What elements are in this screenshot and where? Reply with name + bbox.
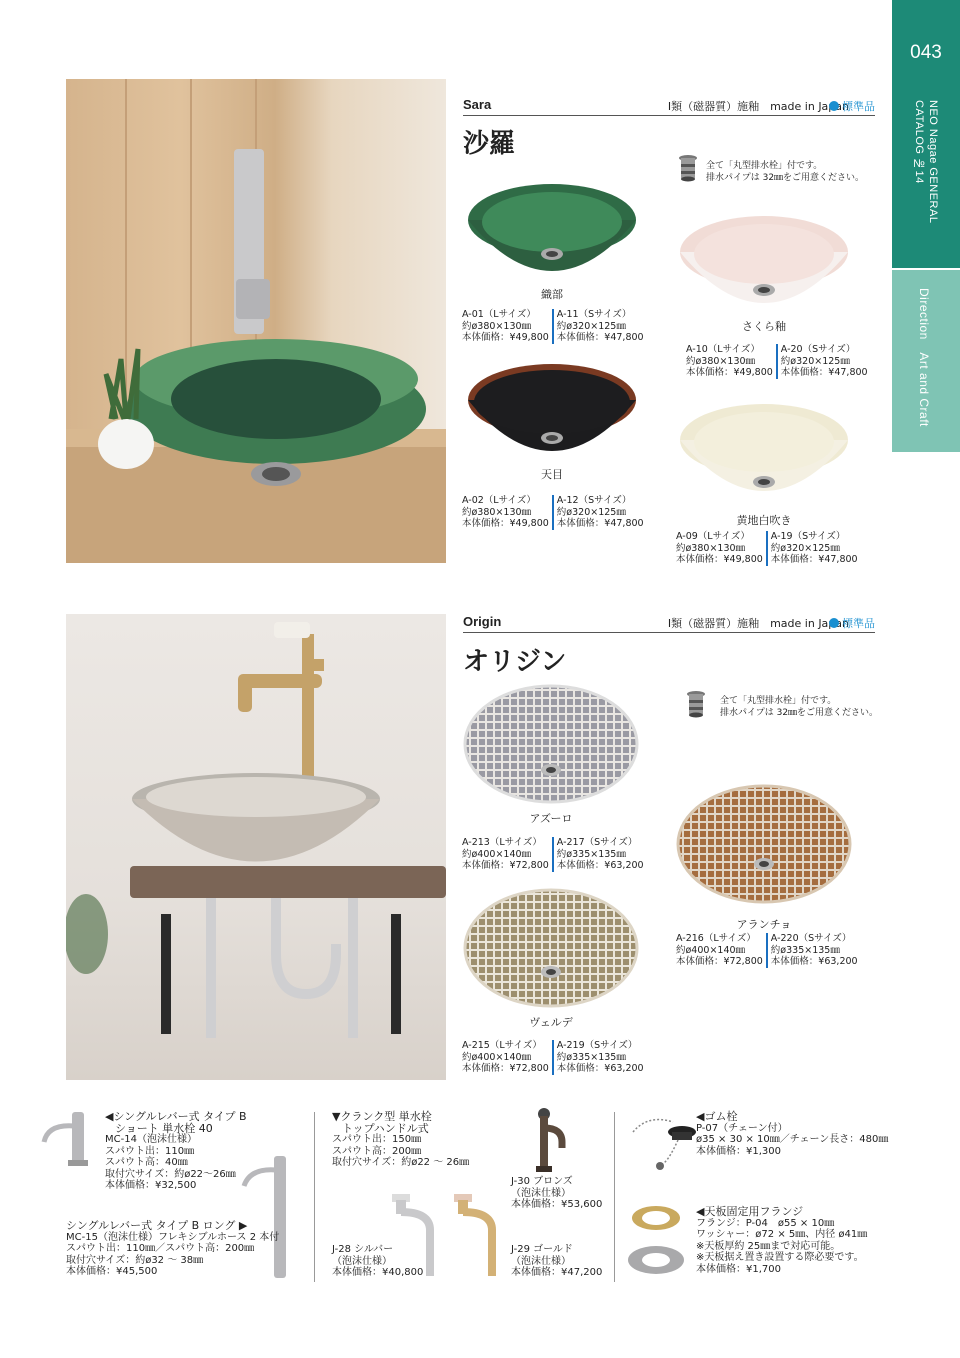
- spec-price-s: 本体価格：¥47,800: [780, 367, 868, 378]
- drain-plug-icon: [678, 154, 698, 182]
- drain-plug-icon: [686, 690, 706, 718]
- product-code: P-07（チェーン付）: [696, 1122, 788, 1134]
- spec-line: MC-14（泡沫仕様）: [105, 1134, 197, 1145]
- product-name: 織部: [541, 288, 563, 301]
- sara-scene-photo: [66, 79, 446, 563]
- spec-line: 取付穴サイズ：約ø22～26㎜: [105, 1168, 236, 1180]
- drain-note: [706, 160, 864, 184]
- drain-note-line: 全て「丸型排水栓」付です。: [720, 696, 837, 706]
- product-name: 黄地白吹き: [736, 514, 792, 527]
- spec-size-l: 約ø380×130㎜: [676, 542, 746, 554]
- spec-code-s: A-12（Sサイズ）: [556, 495, 632, 506]
- spec-line: スパウト高：40㎜: [105, 1157, 188, 1168]
- faucet-long-info: [66, 1220, 279, 1278]
- product-name: ヴェルデ: [529, 1016, 573, 1029]
- spec-size-s: 約ø335×135㎜: [770, 944, 840, 956]
- bowl-image: [466, 182, 638, 282]
- product-spec: [462, 1040, 647, 1075]
- product-name: 天目: [541, 468, 563, 481]
- spec-size-s: 約ø320×125㎜: [556, 506, 626, 518]
- bowl-image: [678, 402, 850, 508]
- spec-code-s: A-20（Sサイズ）: [780, 344, 856, 355]
- spec-price: 本体価格：¥1,300: [696, 1145, 781, 1157]
- product-sakura: [678, 214, 850, 334]
- series-name: Sara: [463, 97, 492, 112]
- spec-price: 本体価格：¥1,700: [696, 1263, 781, 1275]
- spec-price: 本体価格：¥53,600: [511, 1199, 603, 1210]
- bowl-image: [678, 214, 850, 314]
- standard-badge: 標準品: [829, 98, 875, 114]
- product-spec: [462, 309, 647, 344]
- faucet-bronze-image: [530, 1108, 570, 1182]
- spec-line: スパウト出：110㎜: [105, 1145, 195, 1157]
- series-name: Origin: [463, 614, 502, 629]
- spec-price: 本体価格：¥45,500: [66, 1266, 158, 1277]
- crank-title: ▼クランク型 単水栓: [332, 1110, 432, 1123]
- spec-price-l: 本体価格：¥72,800: [676, 956, 763, 967]
- rubber-plug-info: [696, 1111, 888, 1157]
- spec-code-l: A-09（Lサイズ）: [676, 531, 750, 542]
- spec-line: （泡沫仕様）: [332, 1255, 392, 1267]
- bowl-image: [462, 886, 640, 1016]
- spec-size-s: 約ø335×135㎜: [556, 1051, 626, 1063]
- bowl-image: [675, 782, 853, 912]
- faucet-short-info: [105, 1111, 247, 1192]
- origin-scene-illustration: [66, 614, 446, 1080]
- spec-price-l: 本体価格：¥49,800: [462, 332, 549, 343]
- spec-code-l: A-216（Lサイズ）: [676, 933, 756, 944]
- product-spec: [686, 344, 871, 379]
- flange-info: [696, 1206, 867, 1275]
- spec-price-l: 本体価格：¥49,800: [676, 554, 763, 565]
- faucet-short-title: ◀シングルレバー式 タイプ B: [105, 1110, 247, 1123]
- spec-price-l: 本体価格：¥72,800: [462, 1063, 549, 1074]
- page-tab: [892, 0, 960, 268]
- product-spec: [676, 933, 861, 968]
- spec-size-l: 約ø400×140㎜: [462, 1051, 532, 1063]
- spec-price-s: 本体価格：¥47,800: [556, 518, 644, 529]
- series-title-jp: 沙羅: [463, 129, 516, 159]
- spec-size-l: 約ø400×140㎜: [462, 848, 532, 860]
- faucet-gold-info: [511, 1244, 602, 1279]
- faucet-short-image: [38, 1108, 98, 1172]
- spec-price: 本体価格：¥47,200: [511, 1267, 603, 1278]
- spec-code-s: A-220（Sサイズ）: [770, 933, 852, 944]
- spec-line: （泡沫仕様）: [511, 1255, 571, 1267]
- series-title-jp: オリジン: [463, 647, 567, 677]
- crank-subtitle: トップハンドル式: [342, 1121, 429, 1135]
- spec-price-l: 本体価格：¥49,800: [686, 367, 773, 378]
- spec-line: 取付穴サイズ：約ø22 ～ 26㎜: [332, 1157, 470, 1168]
- product-oribe: [466, 182, 638, 302]
- bowl-image: [466, 362, 638, 462]
- spec-price-l: 本体価格：¥72,800: [462, 860, 549, 871]
- spec-line: スパウト出：150㎜: [332, 1134, 422, 1145]
- drain-note-line: 排水パイプは 32㎜をご用意ください。: [706, 173, 865, 183]
- faucet-silver-info: [332, 1244, 423, 1279]
- product-spec: [462, 495, 647, 530]
- section-tab-label: Direction Art and Craft: [917, 288, 931, 427]
- spec-note: ※天板据え置き設置する際必要です。: [696, 1252, 864, 1263]
- spec-note: ※天板厚約 25㎜まで対応可能。: [696, 1240, 841, 1252]
- divider: [614, 1112, 615, 1282]
- spec-size-s: 約ø320×125㎜: [780, 355, 850, 367]
- rubber-plug-title: ◀ゴム栓: [696, 1110, 738, 1123]
- faucet-gold-image: [452, 1190, 502, 1284]
- spec-price-s: 本体価格：¥63,200: [770, 956, 858, 967]
- spec-line: MC-15（泡沫仕様）フレキシブルホース 2 本付: [66, 1231, 280, 1243]
- product-name: アズーロ: [529, 812, 573, 825]
- spec-code-s: A-19（Sサイズ）: [770, 531, 846, 542]
- flange-title: ◀天板固定用フランジ: [696, 1205, 804, 1218]
- faucet-bronze-info: [511, 1176, 602, 1211]
- product-name: アランチョ: [736, 918, 792, 931]
- page-number: 043: [910, 42, 942, 63]
- catalog-title: NEO Nagae GENERAL CATALOG №14: [913, 100, 939, 224]
- spec-price-s: 本体価格：¥47,800: [770, 554, 858, 565]
- sara-scene-illustration: [66, 79, 446, 563]
- spec-price-s: 本体価格：¥47,800: [556, 332, 644, 343]
- divider: [314, 1112, 315, 1282]
- product-spec: [676, 531, 861, 566]
- product-arancio: [675, 782, 853, 932]
- crank-faucet-info: [332, 1111, 469, 1169]
- spec-price: 本体価格：¥40,800: [332, 1267, 424, 1278]
- standard-badge: 標準品: [829, 615, 875, 631]
- product-code: J-29 ゴールド: [511, 1244, 573, 1255]
- spec-size-l: 約ø380×130㎜: [462, 506, 532, 518]
- spec-line: ワッシャー：ø72 × 5㎜、内径 ø41㎜: [696, 1229, 868, 1240]
- spec-price: 本体価格：¥32,500: [105, 1180, 197, 1191]
- spec-code-l: A-213（Lサイズ）: [462, 837, 542, 848]
- spec-code-l: A-10（Lサイズ）: [686, 344, 760, 355]
- product-code: J-30 ブロンズ: [511, 1176, 573, 1187]
- spec-size-l: 約ø380×130㎜: [686, 355, 756, 367]
- spec-code-l: A-02（Lサイズ）: [462, 495, 536, 506]
- spec-price-l: 本体価格：¥49,800: [462, 518, 549, 529]
- spec-code-l: A-01（Lサイズ）: [462, 309, 536, 320]
- spec-code-s: A-219（Sサイズ）: [556, 1040, 638, 1051]
- spec-size-s: 約ø320×125㎜: [556, 320, 626, 332]
- spec-price-s: 本体価格：¥63,200: [556, 1063, 644, 1074]
- faucet-long-title: シングルレバー式 タイプ B ロング ▶: [66, 1219, 248, 1232]
- series-info: Ⅰ類（磁器質）施釉 made in Japan: [667, 617, 849, 630]
- spec-size-s: 約ø335×135㎜: [556, 848, 626, 860]
- bowl-image: [462, 682, 640, 812]
- spec-price-s: 本体価格：¥63,200: [556, 860, 644, 871]
- product-kiji-shirofuki: [678, 402, 850, 528]
- series-info: Ⅰ類（磁器質）施釉 made in Japan: [667, 100, 849, 113]
- drain-note-line: 排水パイプは 32㎜をご用意ください。: [720, 708, 879, 718]
- sara-header: [463, 97, 875, 116]
- spec-code-s: A-11（Sサイズ）: [556, 309, 632, 320]
- product-name: さくら釉: [742, 320, 786, 333]
- product-code: J-28 シルバー: [332, 1244, 394, 1255]
- origin-header: [463, 614, 875, 633]
- drain-note-line: 全て「丸型排水栓」付です。: [706, 161, 823, 171]
- faucet-short-subtitle: ショート 単水栓 40: [115, 1121, 213, 1135]
- flange-image: [626, 1200, 690, 1286]
- spec-line: 取付穴サイズ：約ø32 ～ 38㎜: [66, 1254, 204, 1266]
- product-azzurro: [462, 682, 640, 826]
- drain-note: [720, 695, 878, 719]
- product-tenmoku: [466, 362, 638, 482]
- origin-scene-photo: [66, 614, 446, 1080]
- spec-code-s: A-217（Sサイズ）: [556, 837, 638, 848]
- spec-size-s: 約ø320×125㎜: [770, 542, 840, 554]
- spec-line: スパウト出：110㎜／スパウト高：200㎜: [66, 1243, 255, 1254]
- product-spec: [462, 837, 647, 872]
- spec-code-l: A-215（Lサイズ）: [462, 1040, 542, 1051]
- product-verde: [462, 886, 640, 1030]
- spec-size-l: 約ø400×140㎜: [676, 944, 746, 956]
- spec-size-l: 約ø380×130㎜: [462, 320, 532, 332]
- rubber-plug-image: [628, 1112, 698, 1176]
- spec-line: スパウト高：200㎜: [332, 1145, 422, 1157]
- spec-line: ø35 × 30 × 10㎜／チェーン長さ：480㎜: [696, 1134, 889, 1145]
- spec-line: （泡沫仕様）: [511, 1187, 571, 1199]
- section-tab: [892, 270, 960, 452]
- spec-line: フランジ：P-04 ø55 × 10㎜: [696, 1217, 835, 1229]
